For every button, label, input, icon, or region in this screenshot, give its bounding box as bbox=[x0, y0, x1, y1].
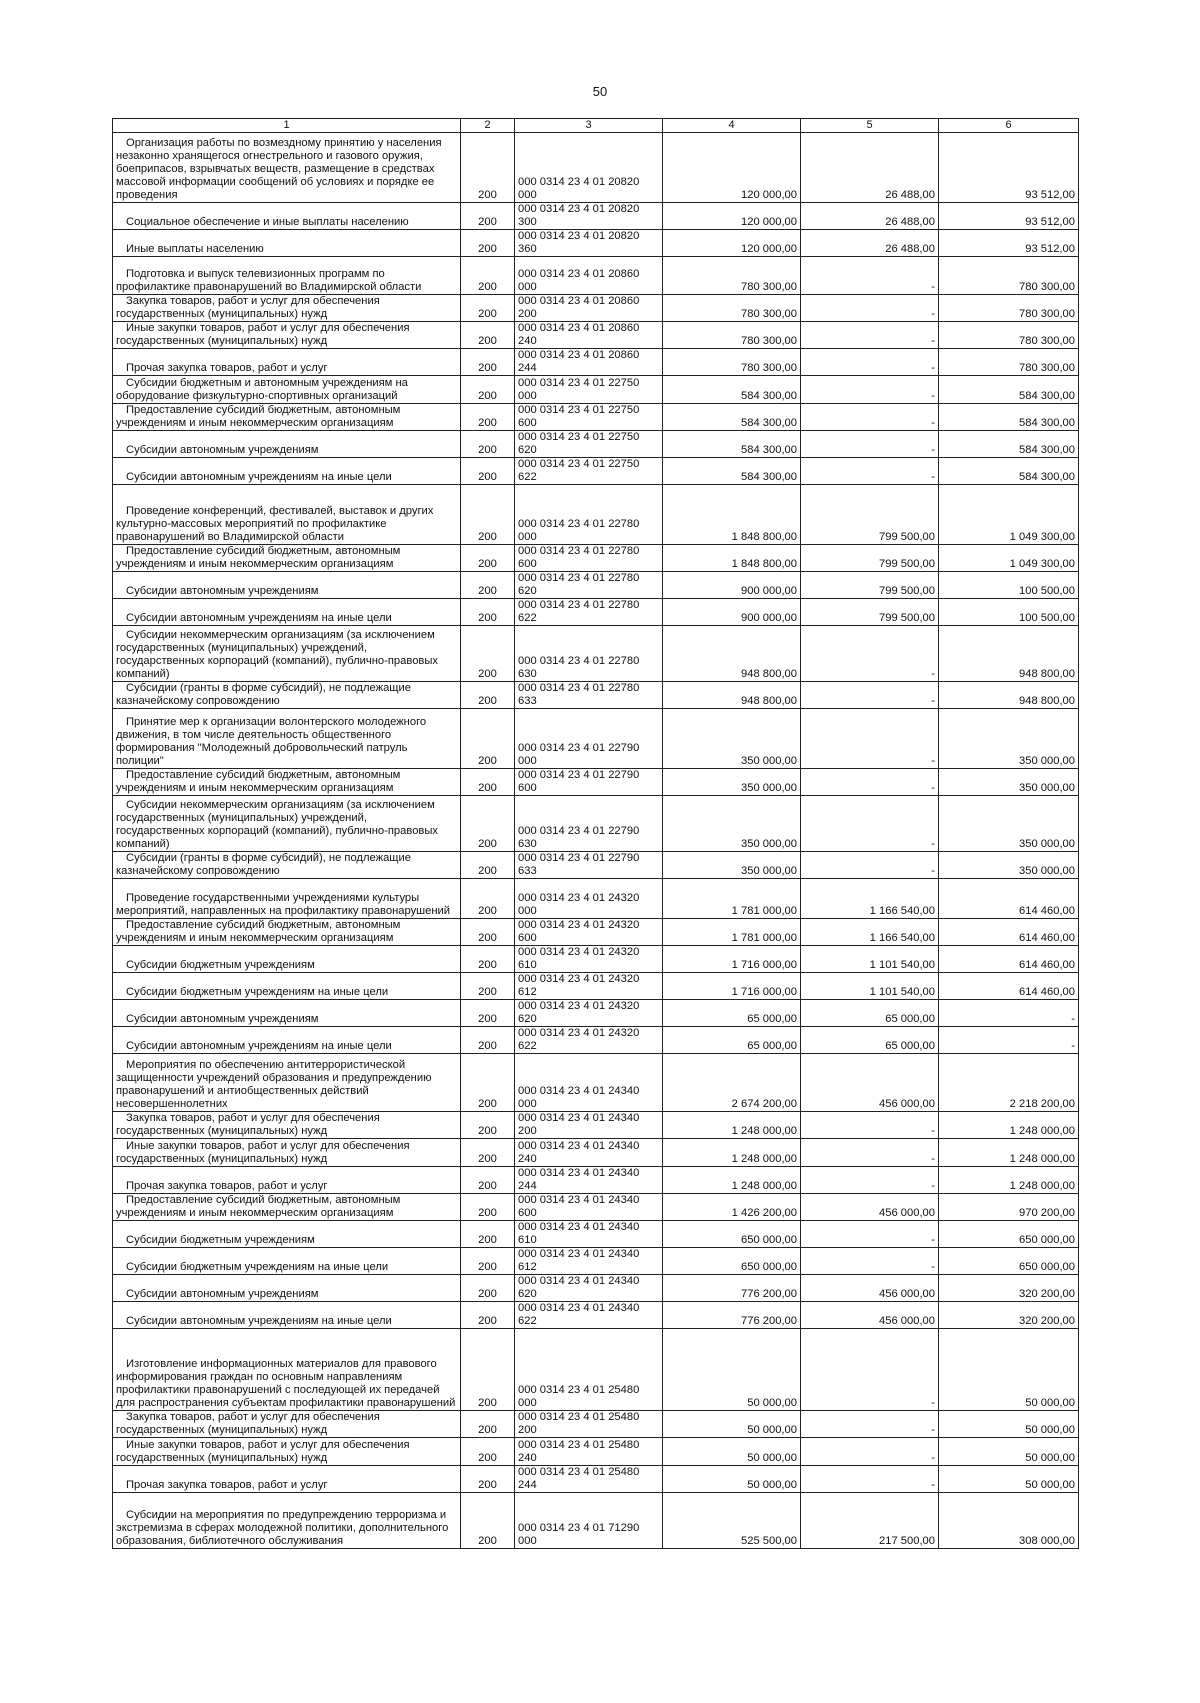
row-code: 200 bbox=[461, 852, 515, 879]
table-row bbox=[113, 1054, 1079, 1112]
table-row bbox=[113, 626, 1079, 682]
row-amount-approved: 1 848 800,00 bbox=[663, 545, 801, 572]
row-amount-executed: 1 166 540,00 bbox=[801, 879, 939, 919]
page-number: 50 bbox=[592, 84, 608, 99]
row-name: Субсидии бюджетным учреждениям bbox=[113, 1221, 461, 1248]
row-code: 200 bbox=[461, 133, 515, 203]
row-kbk: 000 0314 23 4 01 22780 620 bbox=[515, 572, 663, 599]
row-name: Субсидии автономным учреждениям на иные цели bbox=[113, 1027, 461, 1054]
row-amount-remaining: 50 000,00 bbox=[939, 1411, 1079, 1438]
table-row bbox=[113, 709, 1079, 769]
row-code: 200 bbox=[461, 1027, 515, 1054]
row-code: 200 bbox=[461, 973, 515, 1000]
row-name: Субсидии бюджетным и автономным учреждениям на оборудование физкультурно-спортивных организаций bbox=[113, 376, 461, 404]
row-code: 200 bbox=[461, 322, 515, 349]
row-amount-executed: - bbox=[801, 852, 939, 879]
row-amount-remaining: 1 248 000,00 bbox=[939, 1139, 1079, 1167]
column-header-3: 3 bbox=[515, 119, 663, 133]
table-row bbox=[113, 349, 1079, 376]
row-amount-approved: 2 674 200,00 bbox=[663, 1054, 801, 1112]
table-row bbox=[113, 919, 1079, 946]
row-name: Субсидии бюджетным учреждениям bbox=[113, 946, 461, 973]
row-code: 200 bbox=[461, 404, 515, 431]
row-kbk: 000 0314 23 4 01 24320 600 bbox=[515, 919, 663, 946]
row-name: Закупка товаров, работ и услуг для обеспечения государственных (муниципальных) нужд bbox=[113, 295, 461, 322]
row-amount-remaining: 780 300,00 bbox=[939, 257, 1079, 295]
row-code: 200 bbox=[461, 349, 515, 376]
row-amount-approved: 776 200,00 bbox=[663, 1302, 801, 1329]
row-amount-approved: 350 000,00 bbox=[663, 796, 801, 852]
table-row bbox=[113, 1167, 1079, 1194]
row-amount-approved: 948 800,00 bbox=[663, 626, 801, 682]
row-amount-remaining: 780 300,00 bbox=[939, 322, 1079, 349]
row-amount-executed: 799 500,00 bbox=[801, 545, 939, 572]
row-kbk: 000 0314 23 4 01 24340 244 bbox=[515, 1167, 663, 1194]
row-code: 200 bbox=[461, 257, 515, 295]
row-kbk: 000 0314 23 4 01 20860 200 bbox=[515, 295, 663, 322]
row-kbk: 000 0314 23 4 01 20860 000 bbox=[515, 257, 663, 295]
row-amount-remaining: 100 500,00 bbox=[939, 599, 1079, 626]
row-kbk: 000 0314 23 4 01 24340 610 bbox=[515, 1221, 663, 1248]
row-kbk: 000 0314 23 4 01 20820 360 bbox=[515, 230, 663, 257]
row-code: 200 bbox=[461, 1167, 515, 1194]
row-amount-executed: 65 000,00 bbox=[801, 1000, 939, 1027]
row-code: 200 bbox=[461, 682, 515, 709]
table-row bbox=[113, 769, 1079, 796]
row-name: Иные выплаты населению bbox=[113, 230, 461, 257]
table-row bbox=[113, 1302, 1079, 1329]
row-amount-executed: - bbox=[801, 1139, 939, 1167]
table-row bbox=[113, 545, 1079, 572]
row-kbk: 000 0314 23 4 01 25480 240 bbox=[515, 1438, 663, 1466]
row-amount-executed: - bbox=[801, 322, 939, 349]
row-amount-approved: 780 300,00 bbox=[663, 257, 801, 295]
row-kbk: 000 0314 23 4 01 22780 630 bbox=[515, 626, 663, 682]
row-kbk: 000 0314 23 4 01 22780 000 bbox=[515, 485, 663, 545]
row-amount-remaining: 350 000,00 bbox=[939, 796, 1079, 852]
row-amount-executed: 1 101 540,00 bbox=[801, 946, 939, 973]
row-amount-remaining: 50 000,00 bbox=[939, 1466, 1079, 1493]
row-amount-approved: 1 716 000,00 bbox=[663, 973, 801, 1000]
row-name: Предоставление субсидий бюджетным, автономным учреждениям и иным некоммерческим организациям bbox=[113, 545, 461, 572]
row-amount-approved: 65 000,00 bbox=[663, 1000, 801, 1027]
row-name: Субсидии автономным учреждениям bbox=[113, 1000, 461, 1027]
row-name: Субсидии некоммерческим организациям (за исключением государственных (муниципальных) учреждений, государственных корпораций (компаний), публично-правовых компаний) bbox=[113, 796, 461, 852]
row-code: 200 bbox=[461, 485, 515, 545]
row-amount-executed: 65 000,00 bbox=[801, 1027, 939, 1054]
row-code: 200 bbox=[461, 879, 515, 919]
row-amount-remaining: 948 800,00 bbox=[939, 682, 1079, 709]
row-code: 200 bbox=[461, 572, 515, 599]
column-header-2: 2 bbox=[461, 119, 515, 133]
row-amount-approved: 776 200,00 bbox=[663, 1275, 801, 1302]
row-kbk: 000 0314 23 4 01 24320 620 bbox=[515, 1000, 663, 1027]
column-header-6: 6 bbox=[939, 119, 1079, 133]
row-amount-remaining: 320 200,00 bbox=[939, 1302, 1079, 1329]
row-name: Закупка товаров, работ и услуг для обеспечения государственных (муниципальных) нужд bbox=[113, 1411, 461, 1438]
row-amount-remaining: 100 500,00 bbox=[939, 572, 1079, 599]
row-code: 200 bbox=[461, 1493, 515, 1549]
row-name: Субсидии автономным учреждениям bbox=[113, 431, 461, 458]
row-amount-executed: - bbox=[801, 1438, 939, 1466]
row-amount-remaining: 2 218 200,00 bbox=[939, 1054, 1079, 1112]
row-name: Прочая закупка товаров, работ и услуг bbox=[113, 349, 461, 376]
row-amount-approved: 350 000,00 bbox=[663, 709, 801, 769]
row-amount-executed: - bbox=[801, 769, 939, 796]
row-kbk: 000 0314 23 4 01 71290 000 bbox=[515, 1493, 663, 1549]
row-code: 200 bbox=[461, 203, 515, 230]
row-amount-approved: 650 000,00 bbox=[663, 1248, 801, 1275]
row-amount-remaining: 584 300,00 bbox=[939, 431, 1079, 458]
row-kbk: 000 0314 23 4 01 22790 630 bbox=[515, 796, 663, 852]
table-row bbox=[113, 322, 1079, 349]
row-amount-approved: 1 781 000,00 bbox=[663, 879, 801, 919]
budget-table bbox=[112, 118, 1079, 1549]
row-amount-executed: - bbox=[801, 796, 939, 852]
row-kbk: 000 0314 23 4 01 24320 610 bbox=[515, 946, 663, 973]
row-amount-remaining: 93 512,00 bbox=[939, 230, 1079, 257]
row-kbk: 000 0314 23 4 01 22750 622 bbox=[515, 458, 663, 485]
row-name: Предоставление субсидий бюджетным, автономным учреждениям и иным некоммерческим организациям bbox=[113, 1194, 461, 1221]
row-name: Субсидии некоммерческим организациям (за исключением государственных (муниципальных) учреждений, государственных корпораций (компаний), публично-правовых компаний) bbox=[113, 626, 461, 682]
row-code: 200 bbox=[461, 1275, 515, 1302]
table-row bbox=[113, 1329, 1079, 1411]
row-amount-approved: 1 248 000,00 bbox=[663, 1139, 801, 1167]
row-name: Изготовление информационных материалов для правового информирования граждан по основным направлениям профилактики правонарушений с последующей их передачей для распространения субъектам профилактики правонарушений bbox=[113, 1329, 461, 1411]
row-amount-approved: 50 000,00 bbox=[663, 1438, 801, 1466]
row-name: Субсидии на мероприятия по предупреждению терроризма и экстремизма в сферах молодежной политики, дополнительного образования, библиотечного обслуживания bbox=[113, 1493, 461, 1549]
row-amount-approved: 584 300,00 bbox=[663, 431, 801, 458]
row-amount-remaining: 93 512,00 bbox=[939, 133, 1079, 203]
row-code: 200 bbox=[461, 1248, 515, 1275]
row-amount-approved: 350 000,00 bbox=[663, 769, 801, 796]
table-row bbox=[113, 1000, 1079, 1027]
row-amount-executed: - bbox=[801, 1112, 939, 1139]
row-name: Иные закупки товаров, работ и услуг для обеспечения государственных (муниципальных) нужд bbox=[113, 1139, 461, 1167]
row-name: Прочая закупка товаров, работ и услуг bbox=[113, 1167, 461, 1194]
row-amount-remaining: 614 460,00 bbox=[939, 946, 1079, 973]
row-amount-remaining: 584 300,00 bbox=[939, 376, 1079, 404]
row-amount-remaining: 50 000,00 bbox=[939, 1438, 1079, 1466]
table-row bbox=[113, 431, 1079, 458]
row-kbk: 000 0314 23 4 01 22790 600 bbox=[515, 769, 663, 796]
row-amount-approved: 584 300,00 bbox=[663, 376, 801, 404]
row-kbk: 000 0314 23 4 01 24320 000 bbox=[515, 879, 663, 919]
row-name: Субсидии автономным учреждениям на иные цели bbox=[113, 1302, 461, 1329]
row-amount-remaining: 584 300,00 bbox=[939, 458, 1079, 485]
row-amount-approved: 525 500,00 bbox=[663, 1493, 801, 1549]
row-amount-executed: 799 500,00 bbox=[801, 485, 939, 545]
row-amount-approved: 120 000,00 bbox=[663, 133, 801, 203]
table-row bbox=[113, 230, 1079, 257]
row-code: 200 bbox=[461, 545, 515, 572]
table-row bbox=[113, 1411, 1079, 1438]
row-amount-executed: 26 488,00 bbox=[801, 203, 939, 230]
row-kbk: 000 0314 23 4 01 24340 240 bbox=[515, 1139, 663, 1167]
column-header-4: 4 bbox=[663, 119, 801, 133]
row-amount-remaining: 1 049 300,00 bbox=[939, 485, 1079, 545]
row-name: Социальное обеспечение и иные выплаты населению bbox=[113, 203, 461, 230]
row-amount-approved: 120 000,00 bbox=[663, 203, 801, 230]
row-amount-approved: 1 848 800,00 bbox=[663, 485, 801, 545]
table-row bbox=[113, 1493, 1079, 1549]
row-kbk: 000 0314 23 4 01 24320 612 bbox=[515, 973, 663, 1000]
row-name: Иные закупки товаров, работ и услуг для обеспечения государственных (муниципальных) нужд bbox=[113, 1438, 461, 1466]
column-header-1: 1 bbox=[113, 119, 461, 133]
table-row bbox=[113, 295, 1079, 322]
row-name: Субсидии автономным учреждениям bbox=[113, 572, 461, 599]
row-name: Проведение конференций, фестивалей, выставок и других культурно-массовых мероприятий по профилактике правонарушений во Владимирской области bbox=[113, 485, 461, 545]
table-row bbox=[113, 1194, 1079, 1221]
row-name: Субсидии автономным учреждениям на иные цели bbox=[113, 458, 461, 485]
row-code: 200 bbox=[461, 431, 515, 458]
table-row bbox=[113, 485, 1079, 545]
row-name: Закупка товаров, работ и услуг для обеспечения государственных (муниципальных) нужд bbox=[113, 1112, 461, 1139]
row-amount-executed: 456 000,00 bbox=[801, 1302, 939, 1329]
row-name: Мероприятия по обеспечению антитеррористической защищенности учреждений образования и предупреждению правонарушений и антиобщественных действий несовершеннолетних bbox=[113, 1054, 461, 1112]
row-kbk: 000 0314 23 4 01 22750 620 bbox=[515, 431, 663, 458]
row-amount-remaining: 320 200,00 bbox=[939, 1275, 1079, 1302]
row-amount-approved: 780 300,00 bbox=[663, 349, 801, 376]
row-amount-executed: 26 488,00 bbox=[801, 133, 939, 203]
row-code: 200 bbox=[461, 295, 515, 322]
row-amount-approved: 780 300,00 bbox=[663, 322, 801, 349]
row-amount-remaining: 614 460,00 bbox=[939, 879, 1079, 919]
row-amount-remaining: - bbox=[939, 1027, 1079, 1054]
row-name: Субсидии бюджетным учреждениям на иные цели bbox=[113, 973, 461, 1000]
row-amount-approved: 1 716 000,00 bbox=[663, 946, 801, 973]
table-row bbox=[113, 1248, 1079, 1275]
row-amount-executed: - bbox=[801, 349, 939, 376]
row-amount-remaining: 50 000,00 bbox=[939, 1329, 1079, 1411]
row-kbk: 000 0314 23 4 01 22790 000 bbox=[515, 709, 663, 769]
table-row bbox=[113, 599, 1079, 626]
row-amount-executed: - bbox=[801, 1248, 939, 1275]
row-code: 200 bbox=[461, 1139, 515, 1167]
row-amount-approved: 584 300,00 bbox=[663, 458, 801, 485]
row-name: Предоставление субсидий бюджетным, автономным учреждениям и иным некоммерческим организациям bbox=[113, 404, 461, 431]
row-amount-executed: - bbox=[801, 376, 939, 404]
row-amount-approved: 900 000,00 bbox=[663, 599, 801, 626]
row-amount-remaining: 350 000,00 bbox=[939, 852, 1079, 879]
row-amount-remaining: 1 049 300,00 bbox=[939, 545, 1079, 572]
row-amount-approved: 650 000,00 bbox=[663, 1221, 801, 1248]
row-name: Субсидии бюджетным учреждениям на иные цели bbox=[113, 1248, 461, 1275]
table-row bbox=[113, 879, 1079, 919]
row-kbk: 000 0314 23 4 01 20860 240 bbox=[515, 322, 663, 349]
row-kbk: 000 0314 23 4 01 24340 612 bbox=[515, 1248, 663, 1275]
row-code: 200 bbox=[461, 1438, 515, 1466]
row-kbk: 000 0314 23 4 01 24320 622 bbox=[515, 1027, 663, 1054]
row-kbk: 000 0314 23 4 01 24340 000 bbox=[515, 1054, 663, 1112]
row-amount-remaining: 308 000,00 bbox=[939, 1493, 1079, 1549]
row-amount-remaining: 1 248 000,00 bbox=[939, 1167, 1079, 1194]
row-kbk: 000 0314 23 4 01 22780 600 bbox=[515, 545, 663, 572]
row-kbk: 000 0314 23 4 01 24340 620 bbox=[515, 1275, 663, 1302]
row-amount-remaining: 614 460,00 bbox=[939, 919, 1079, 946]
row-amount-executed: 26 488,00 bbox=[801, 230, 939, 257]
row-kbk: 000 0314 23 4 01 20820 000 bbox=[515, 133, 663, 203]
row-code: 200 bbox=[461, 1000, 515, 1027]
row-amount-approved: 50 000,00 bbox=[663, 1466, 801, 1493]
row-code: 200 bbox=[461, 599, 515, 626]
row-amount-executed: - bbox=[801, 1466, 939, 1493]
row-amount-remaining: 948 800,00 bbox=[939, 626, 1079, 682]
row-amount-executed: - bbox=[801, 1411, 939, 1438]
row-code: 200 bbox=[461, 230, 515, 257]
row-amount-remaining: 584 300,00 bbox=[939, 404, 1079, 431]
row-kbk: 000 0314 23 4 01 22750 600 bbox=[515, 404, 663, 431]
row-amount-remaining: 780 300,00 bbox=[939, 349, 1079, 376]
row-amount-executed: - bbox=[801, 1167, 939, 1194]
row-name: Субсидии автономным учреждениям на иные цели bbox=[113, 599, 461, 626]
row-name: Субсидии (гранты в форме субсидий), не подлежащие казначейскому сопровождению bbox=[113, 852, 461, 879]
row-amount-remaining: 93 512,00 bbox=[939, 203, 1079, 230]
row-code: 200 bbox=[461, 1221, 515, 1248]
row-name: Прочая закупка товаров, работ и услуг bbox=[113, 1466, 461, 1493]
row-amount-executed: 456 000,00 bbox=[801, 1275, 939, 1302]
row-code: 200 bbox=[461, 1466, 515, 1493]
row-amount-executed: 456 000,00 bbox=[801, 1194, 939, 1221]
row-kbk: 000 0314 23 4 01 22780 633 bbox=[515, 682, 663, 709]
row-amount-executed: - bbox=[801, 626, 939, 682]
row-code: 200 bbox=[461, 1112, 515, 1139]
row-code: 200 bbox=[461, 1329, 515, 1411]
row-amount-remaining: - bbox=[939, 1000, 1079, 1027]
table-row bbox=[113, 1027, 1079, 1054]
row-kbk: 000 0314 23 4 01 25480 244 bbox=[515, 1466, 663, 1493]
row-amount-executed: 799 500,00 bbox=[801, 572, 939, 599]
table-row bbox=[113, 1275, 1079, 1302]
row-kbk: 000 0314 23 4 01 24340 600 bbox=[515, 1194, 663, 1221]
row-kbk: 000 0314 23 4 01 25480 200 bbox=[515, 1411, 663, 1438]
table-row bbox=[113, 1139, 1079, 1167]
row-amount-approved: 1 248 000,00 bbox=[663, 1167, 801, 1194]
row-amount-remaining: 970 200,00 bbox=[939, 1194, 1079, 1221]
table-row bbox=[113, 133, 1079, 203]
row-code: 200 bbox=[461, 626, 515, 682]
row-amount-approved: 1 248 000,00 bbox=[663, 1112, 801, 1139]
row-name: Субсидии (гранты в форме субсидий), не подлежащие казначейскому сопровождению bbox=[113, 682, 461, 709]
row-amount-remaining: 614 460,00 bbox=[939, 973, 1079, 1000]
table-row bbox=[113, 1112, 1079, 1139]
table-row bbox=[113, 946, 1079, 973]
row-amount-approved: 1 781 000,00 bbox=[663, 919, 801, 946]
row-amount-approved: 948 800,00 bbox=[663, 682, 801, 709]
row-amount-executed: - bbox=[801, 1329, 939, 1411]
row-amount-remaining: 650 000,00 bbox=[939, 1221, 1079, 1248]
row-name: Принятие мер к организации волонтерского молодежного движения, в том числе деятельность общественного формирования "Молодежный добровольческий патруль полиции" bbox=[113, 709, 461, 769]
row-amount-remaining: 350 000,00 bbox=[939, 769, 1079, 796]
row-name: Подготовка и выпуск телевизионных программ по профилактике правонарушений во Владимирской области bbox=[113, 257, 461, 295]
row-amount-executed: 1 101 540,00 bbox=[801, 973, 939, 1000]
row-amount-approved: 900 000,00 bbox=[663, 572, 801, 599]
row-code: 200 bbox=[461, 1194, 515, 1221]
row-amount-executed: - bbox=[801, 682, 939, 709]
row-amount-executed: 217 500,00 bbox=[801, 1493, 939, 1549]
row-code: 200 bbox=[461, 946, 515, 973]
table-row bbox=[113, 572, 1079, 599]
row-code: 200 bbox=[461, 796, 515, 852]
table-row bbox=[113, 852, 1079, 879]
table-row bbox=[113, 796, 1079, 852]
row-code: 200 bbox=[461, 376, 515, 404]
row-name: Предоставление субсидий бюджетным, автономным учреждениям и иным некоммерческим организациям bbox=[113, 769, 461, 796]
table-row bbox=[113, 203, 1079, 230]
row-amount-executed: - bbox=[801, 404, 939, 431]
row-kbk: 000 0314 23 4 01 22750 000 bbox=[515, 376, 663, 404]
row-kbk: 000 0314 23 4 01 20820 300 bbox=[515, 203, 663, 230]
row-amount-approved: 584 300,00 bbox=[663, 404, 801, 431]
row-amount-approved: 120 000,00 bbox=[663, 230, 801, 257]
row-kbk: 000 0314 23 4 01 24340 200 bbox=[515, 1112, 663, 1139]
row-kbk: 000 0314 23 4 01 25480 000 bbox=[515, 1329, 663, 1411]
row-code: 200 bbox=[461, 769, 515, 796]
table-row bbox=[113, 682, 1079, 709]
row-amount-remaining: 350 000,00 bbox=[939, 709, 1079, 769]
row-amount-approved: 1 426 200,00 bbox=[663, 1194, 801, 1221]
row-code: 200 bbox=[461, 458, 515, 485]
row-kbk: 000 0314 23 4 01 22790 633 bbox=[515, 852, 663, 879]
row-amount-remaining: 780 300,00 bbox=[939, 295, 1079, 322]
row-amount-remaining: 1 248 000,00 bbox=[939, 1112, 1079, 1139]
row-amount-executed: 456 000,00 bbox=[801, 1054, 939, 1112]
row-amount-approved: 65 000,00 bbox=[663, 1027, 801, 1054]
row-amount-executed: - bbox=[801, 295, 939, 322]
row-amount-executed: - bbox=[801, 1221, 939, 1248]
row-amount-executed: - bbox=[801, 709, 939, 769]
table-row bbox=[113, 404, 1079, 431]
row-code: 200 bbox=[461, 1411, 515, 1438]
table-row bbox=[113, 1221, 1079, 1248]
row-amount-remaining: 650 000,00 bbox=[939, 1248, 1079, 1275]
row-amount-executed: - bbox=[801, 431, 939, 458]
table-body bbox=[113, 133, 1079, 1549]
row-amount-approved: 350 000,00 bbox=[663, 852, 801, 879]
row-name: Организация работы по возмездному принятию у населения незаконно хранящегося огнестрельного и газового оружия, боеприпасов, взрывчатых веществ, размещение в средствах массовой информации сообщений об условиях и порядке ее проведения bbox=[113, 133, 461, 203]
row-name: Субсидии автономным учреждениям bbox=[113, 1275, 461, 1302]
table-row bbox=[113, 458, 1079, 485]
row-code: 200 bbox=[461, 709, 515, 769]
row-kbk: 000 0314 23 4 01 20860 244 bbox=[515, 349, 663, 376]
row-amount-executed: - bbox=[801, 257, 939, 295]
column-header-5: 5 bbox=[801, 119, 939, 133]
row-amount-executed: 799 500,00 bbox=[801, 599, 939, 626]
table-row bbox=[113, 1466, 1079, 1493]
row-code: 200 bbox=[461, 919, 515, 946]
row-code: 200 bbox=[461, 1054, 515, 1112]
header-row bbox=[113, 119, 1079, 133]
row-code: 200 bbox=[461, 1302, 515, 1329]
table-row bbox=[113, 973, 1079, 1000]
row-amount-approved: 780 300,00 bbox=[663, 295, 801, 322]
row-name: Предоставление субсидий бюджетным, автономным учреждениям и иным некоммерческим организациям bbox=[113, 919, 461, 946]
row-kbk: 000 0314 23 4 01 22780 622 bbox=[515, 599, 663, 626]
table-row bbox=[113, 257, 1079, 295]
row-amount-executed: - bbox=[801, 458, 939, 485]
row-name: Иные закупки товаров, работ и услуг для обеспечения государственных (муниципальных) нужд bbox=[113, 322, 461, 349]
row-amount-approved: 50 000,00 bbox=[663, 1411, 801, 1438]
row-kbk: 000 0314 23 4 01 24340 622 bbox=[515, 1302, 663, 1329]
row-amount-approved: 50 000,00 bbox=[663, 1329, 801, 1411]
table-row bbox=[113, 1438, 1079, 1466]
row-amount-executed: 1 166 540,00 bbox=[801, 919, 939, 946]
row-name: Проведение государственными учреждениями культуры мероприятий, направленных на профилактику правонарушений bbox=[113, 879, 461, 919]
table-row bbox=[113, 376, 1079, 404]
